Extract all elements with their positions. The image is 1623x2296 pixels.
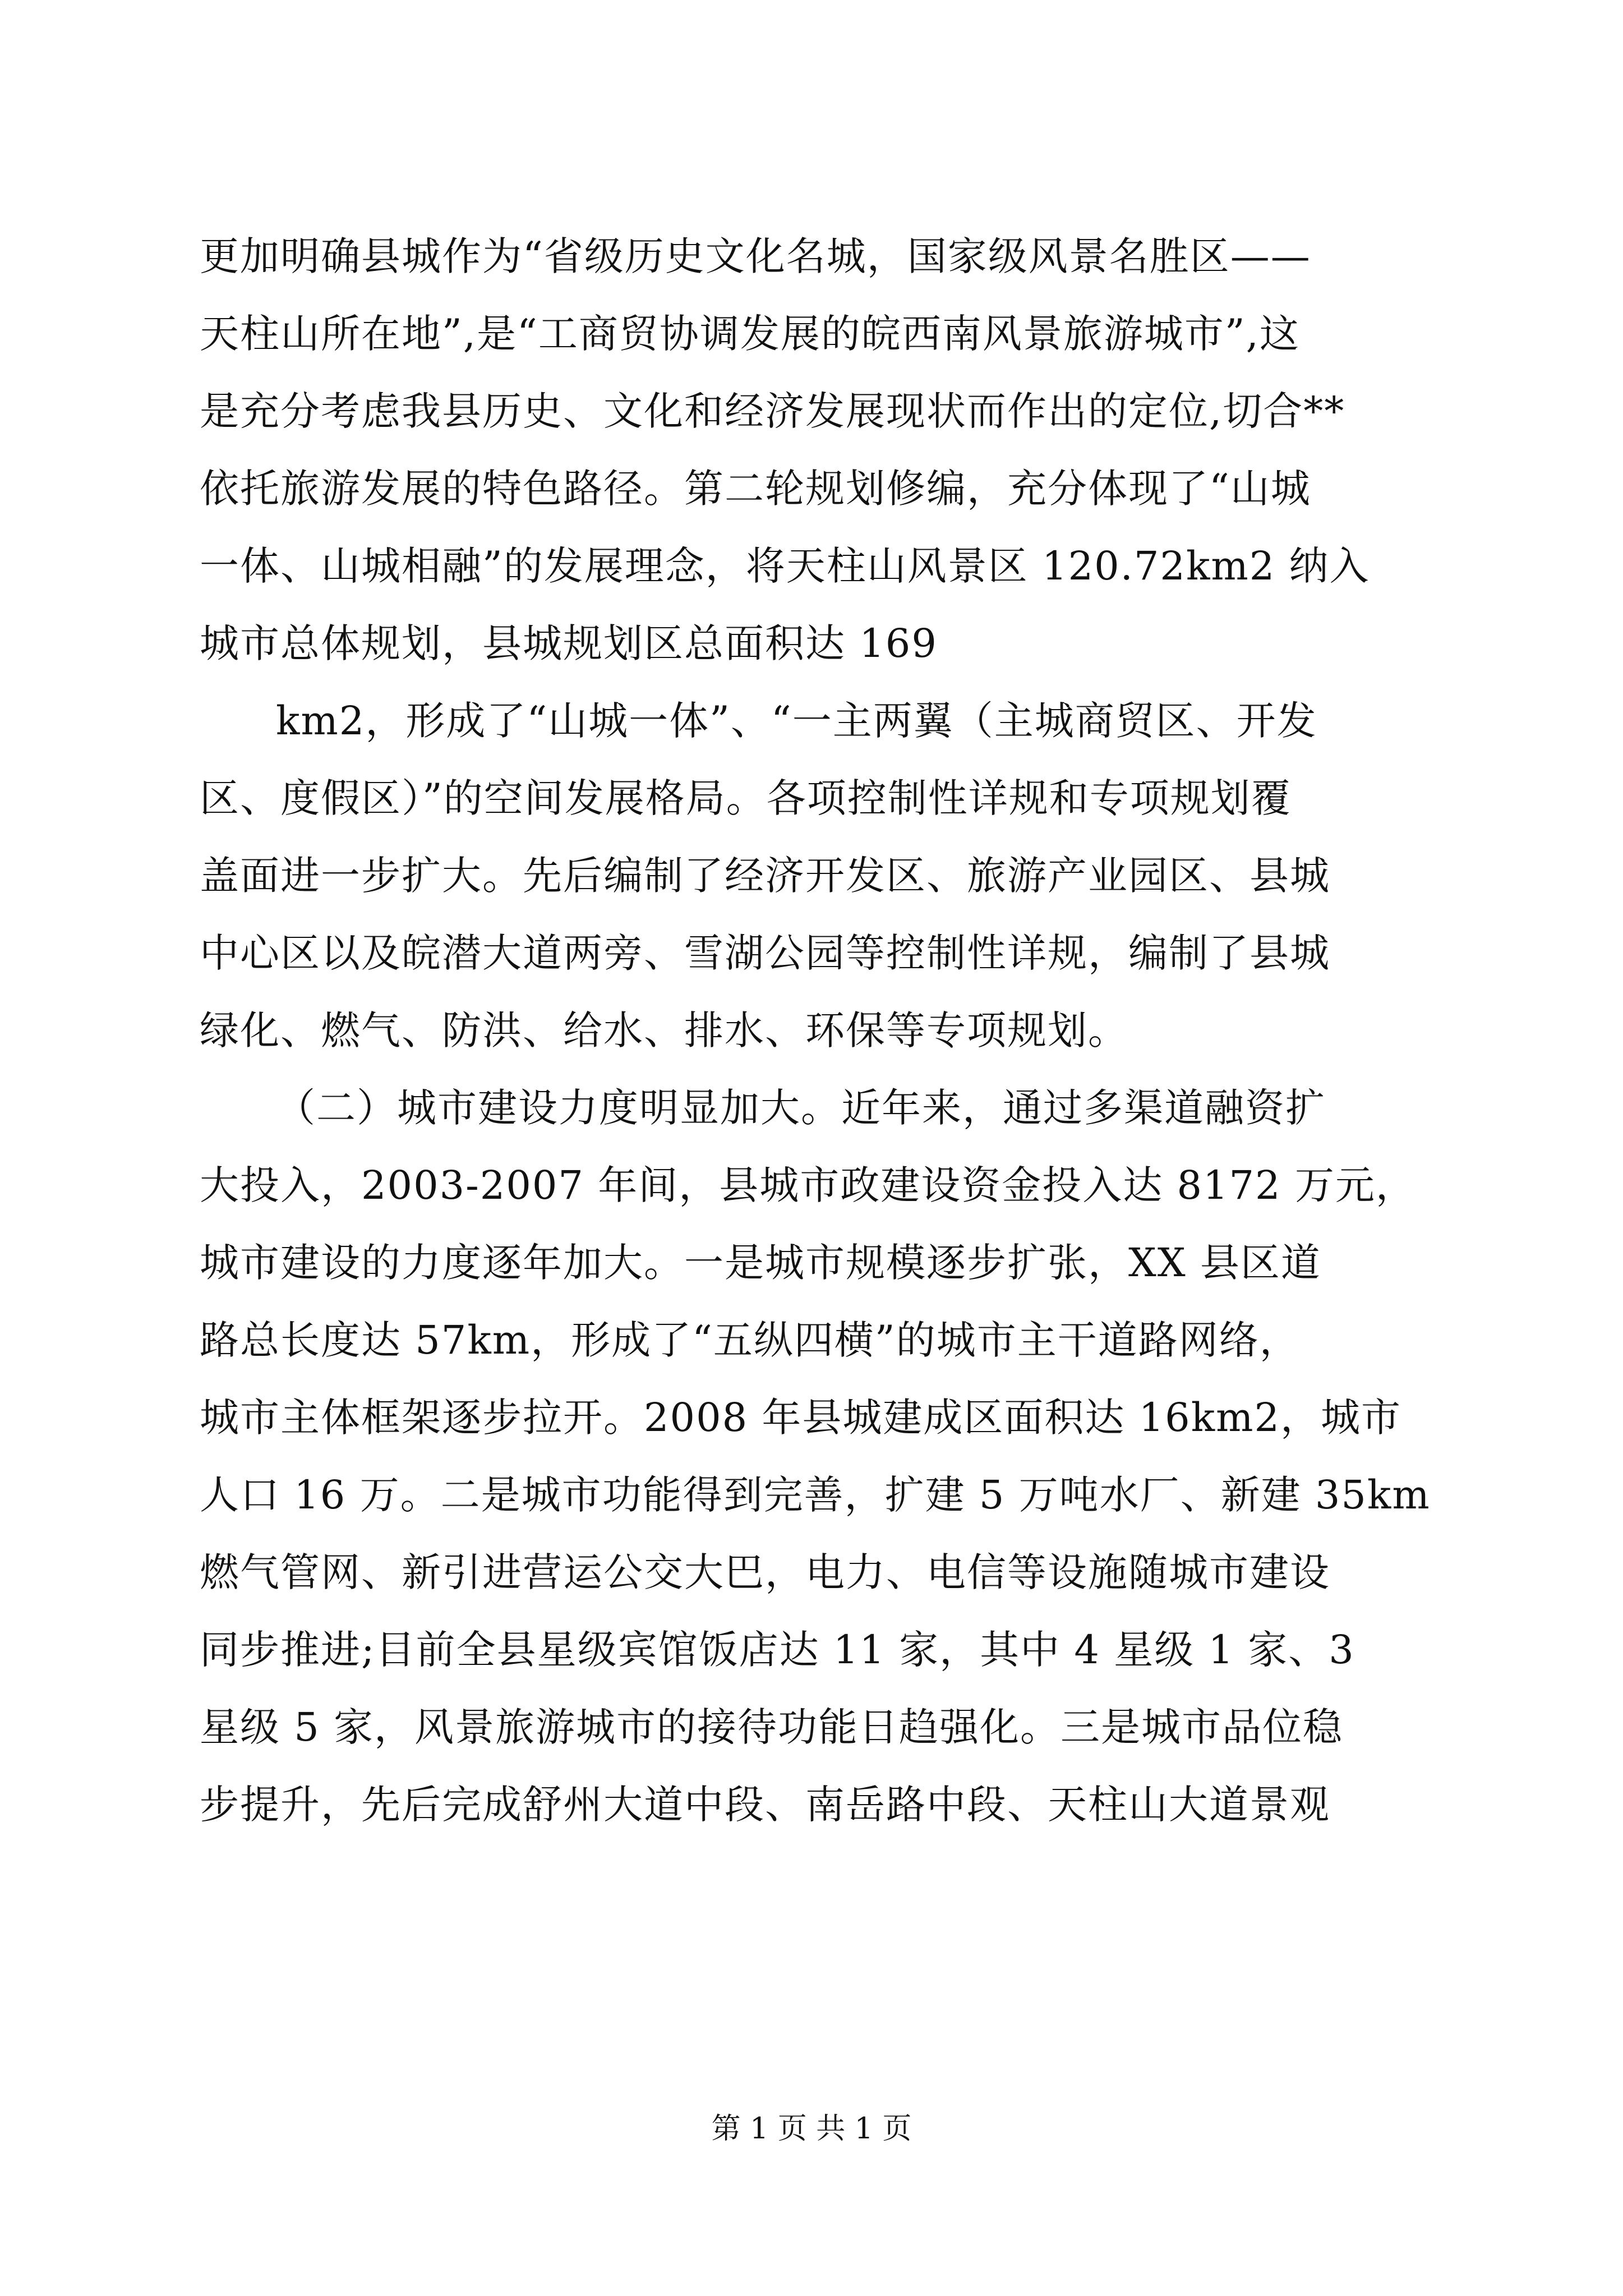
text-line: 人口 16 万。二是城市功能得到完善，扩建 5 万吨水厂、新建 35km	[200, 1472, 1431, 1518]
text-line: 步提升，先后完成舒州大道中段、南岳路中段、天柱山大道景观	[200, 1782, 1330, 1828]
text-line: 依托旅游发展的特色路径。第二轮规划修编，充分体现了“山城	[200, 466, 1311, 512]
text-line: 路总长度达 57km，形成了“五纵四横”的城市主干道路网络，	[200, 1317, 1300, 1363]
page-number: 第 1 页 共 1 页	[711, 2112, 912, 2146]
text-line: 区、度假区）”的空间发展格局。各项控制性详规和专项规划覆	[200, 775, 1292, 821]
text-line: 城市建设的力度逐年加大。一是城市规模逐步扩张，XX 县区道	[200, 1240, 1321, 1286]
text-line: 绿化、燃气、防洪、给水、排水、环保等专项规划。	[200, 1007, 1128, 1053]
body-text	[200, 218, 1456, 1843]
text-line: 同步推进;目前全县星级宾馆饭店达 11 家，其中 4 星级 1 家、3	[200, 1627, 1355, 1673]
text-line: 燃气管网、新引进营运公交大巴，电力、电信等设施随城市建设	[200, 1549, 1330, 1595]
text-line: 是充分考虑我县历史、文化和经济发展现状而作出的定位,切合**	[200, 388, 1345, 434]
page-footer	[0, 2109, 1623, 2148]
text-line: 更加明确县城作为“省级历史文化名城，国家级风景名胜区——	[200, 233, 1311, 279]
text-line: 中心区以及皖潜大道两旁、雪湖公园等控制性详规，编制了县城	[200, 930, 1330, 976]
text-line: 天柱山所在地”,是“工商贸协调发展的皖西南风景旅游城市”,这	[200, 311, 1300, 357]
text-line: 星级 5 家，风景旅游城市的接待功能日趋强化。三是城市品位稳	[200, 1704, 1344, 1750]
text-line: 城市总体规划，县城规划区总面积达 169	[200, 620, 938, 666]
text-line: 一体、山城相融”的发展理念，将天柱山风景区 120.72km2 纳入	[200, 543, 1370, 589]
text-line: （二）城市建设力度明显加大。近年来，通过多渠道融资扩	[276, 1085, 1326, 1131]
text-line: km2，形成了“山城一体”、“一主两翼（主城商贸区、开发	[276, 698, 1317, 744]
text-line: 城市主体框架逐步拉开。2008 年县城建成区面积达 16km2，城市	[200, 1395, 1402, 1441]
text-line: 盖面进一步扩大。先后编制了经济开发区、旅游产业园区、县城	[200, 853, 1330, 899]
text-line: 大投入，2003-2007 年间，县城市政建设资金投入达 8172 万元，	[200, 1162, 1416, 1208]
